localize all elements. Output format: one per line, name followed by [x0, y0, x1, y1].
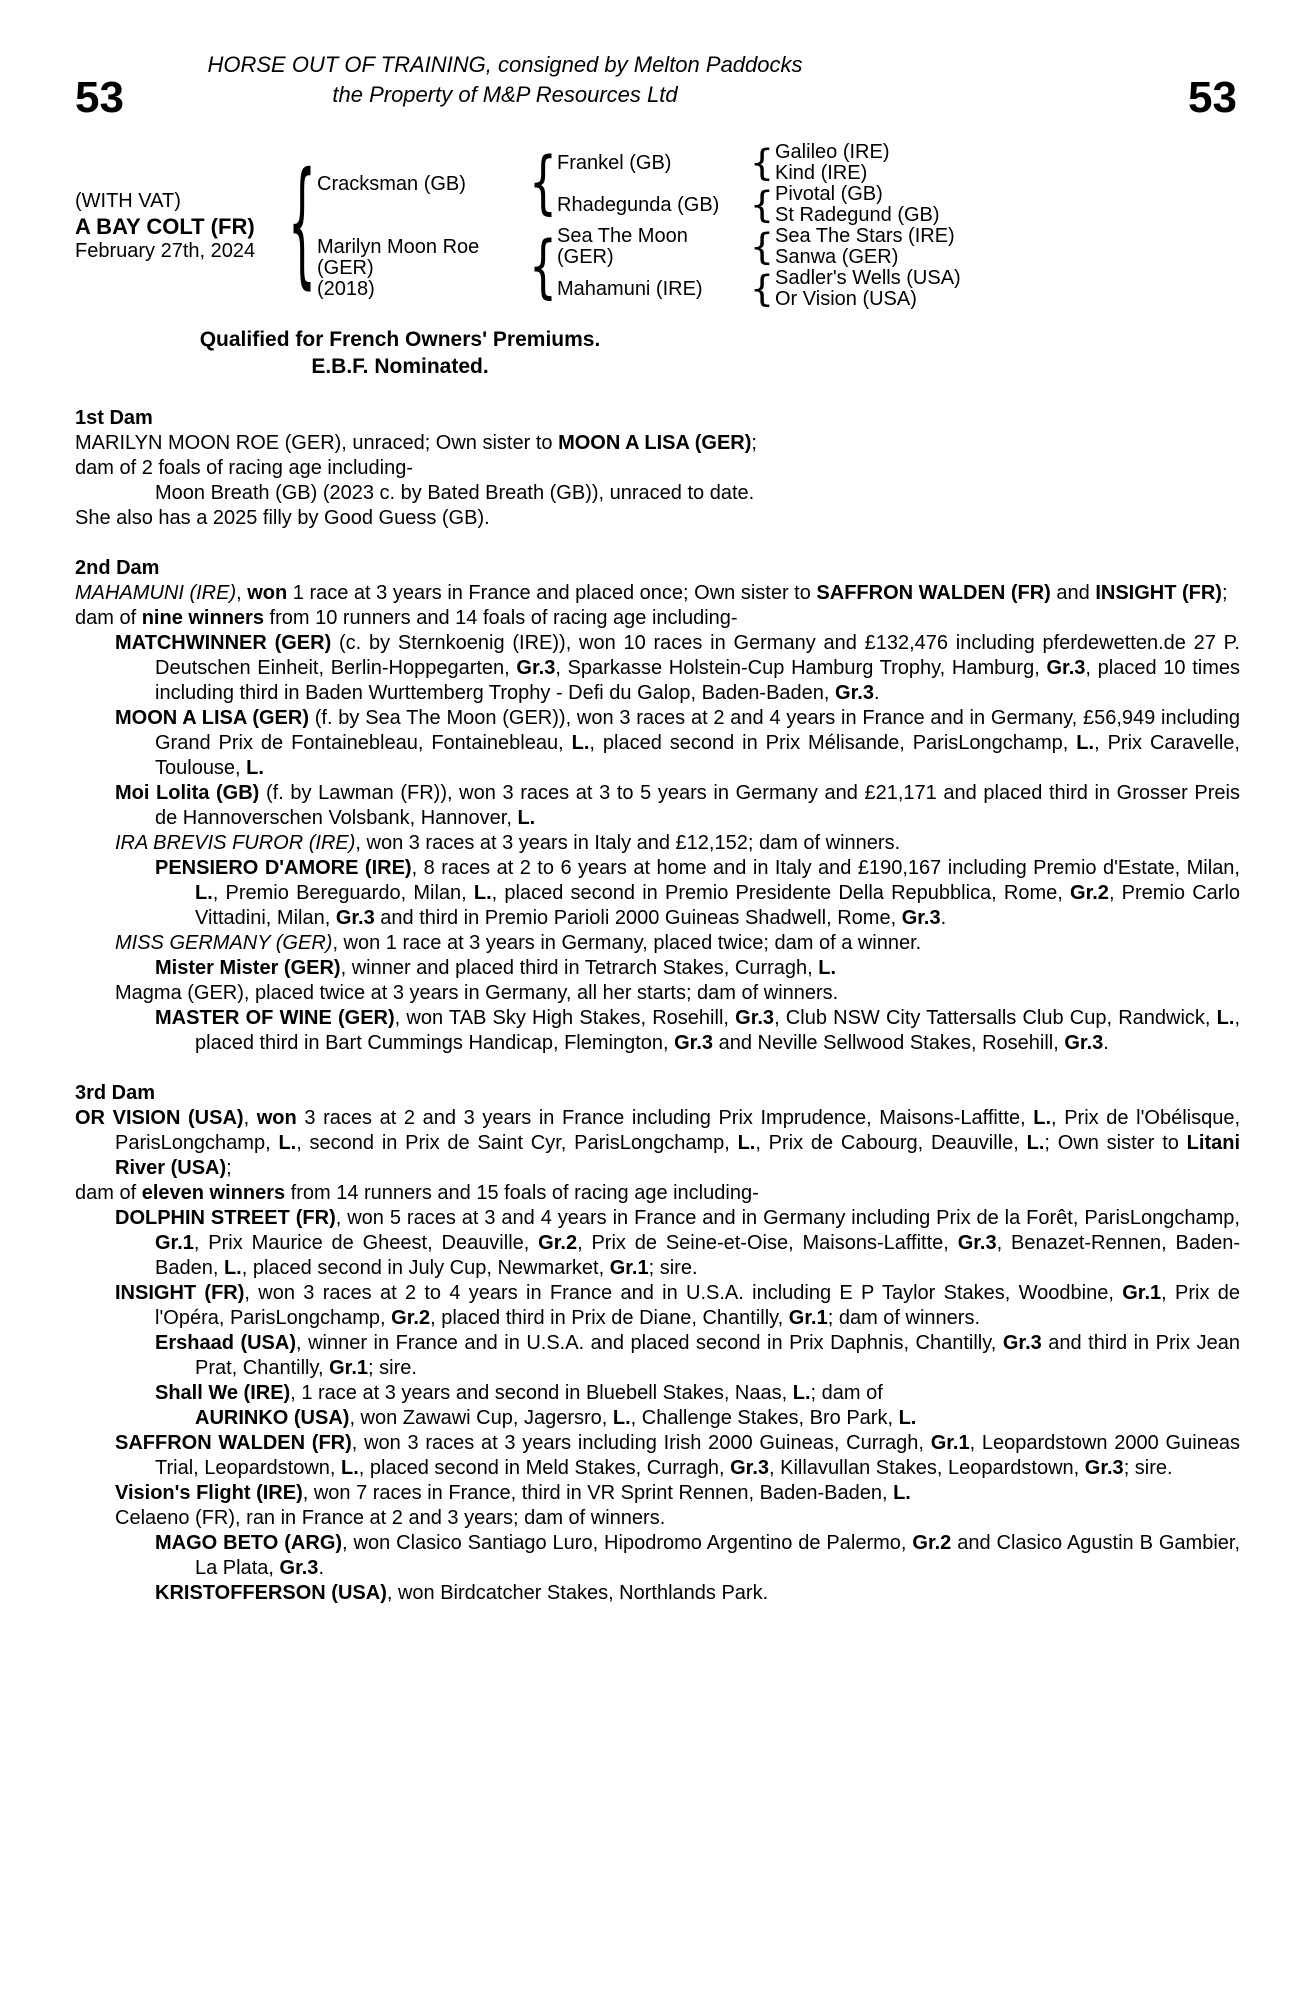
pedigree-gen3-entry: St Radegund (GB)	[775, 204, 940, 226]
pedigree-paragraph: Moon Breath (GB) (2023 c. by Bated Breath (GB)), unraced to date.	[155, 482, 755, 504]
pedigree-gen3-entry: Sadler's Wells (USA)	[775, 267, 961, 289]
pedigree-gen2-entry: Rhadegunda (GB)	[557, 193, 720, 216]
pedigree-gen2-entry: Mahamuni (IRE)	[557, 277, 703, 300]
pedigree-gen3-entry: Kind (IRE)	[775, 162, 868, 184]
pedigree-paragraph: MAGO BETO (ARG), won Clasico Santiago Luro, Hipodromo Argentino de Palermo, Gr.2 and Clasico Agustin B Gambier, La Plata, Gr.3.	[155, 1532, 1240, 1579]
pedigree-paragraph: MARILYN MOON ROE (GER), unraced; Own sister to MOON A LISA (GER);	[75, 432, 757, 454]
lot-number-right: 53	[1188, 73, 1237, 122]
pedigree-paragraph: AURINKO (USA), won Zawawi Cup, Jagersro, L., Challenge Stakes, Bro Park, L.	[195, 1407, 917, 1429]
premiums-note	[75, 326, 725, 380]
pedigree-paragraph: dam of nine winners from 10 runners and 14 foals of racing age including-	[75, 607, 738, 629]
pedigree-brace: {	[529, 143, 557, 223]
pedigree-paragraph: MOON A LISA (GER) (f. by Sea The Moon (GER)), won 3 races at 2 and 4 years in France and in Germany, £56,949 including Grand Prix de Fontainebleau, Fontainebleau, L., placed second in Prix Mélisande, ParisLongchamp, L., Prix Caravelle, Toulouse, L.	[115, 707, 1240, 779]
pedigree-brace: {	[749, 184, 775, 226]
pedigree-paragraph: IRA BREVIS FUROR (IRE), won 3 races at 3 years in Italy and £12,152; dam of winners.	[115, 832, 901, 854]
pedigree-gen3-entry: Pivotal (GB)	[775, 183, 883, 205]
pedigree-paragraph: Magma (GER), placed twice at 3 years in Germany, all her starts; dam of winners.	[115, 982, 839, 1004]
pedigree-paragraph: Ershaad (USA), winner in France and in U.S.A. and placed second in Prix Daphnis, Chantilly, Gr.3 and third in Prix Jean Prat, Chantilly, Gr.1; sire.	[155, 1332, 1241, 1379]
page-header	[75, 50, 1240, 122]
pedigree-brace: {	[529, 227, 557, 307]
pedigree-paragraph: MASTER OF WINE (GER), won TAB Sky High Stakes, Rosehill, Gr.3, Club NSW City Tattersalls Club Cup, Randwick, L., placed third in Bart Cummings Handicap, Flemington, Gr.3 and Neville Sellwood Stakes, Rosehill, Gr.3.	[155, 1007, 1240, 1054]
pedigree-paragraph: INSIGHT (FR), won 3 races at 2 to 4 years in France and in U.S.A. including E P Taylor Stakes, Woodbine, Gr.1, Prix de l'Opéra, ParisLongchamp, Gr.2, placed third in Prix de Diane, Chantilly, Gr.1; dam of winners.	[115, 1282, 1241, 1329]
lot-number-left: 53	[75, 73, 124, 122]
pedigree-brace: {	[749, 226, 775, 268]
premiums-line1: Qualified for French Owners' Premiums.	[199, 328, 601, 351]
pedigree-paragraph: MAHAMUNI (IRE), won 1 race at 3 years in France and placed once; Own sister to SAFFRON WALDEN (FR) and INSIGHT (FR);	[75, 582, 1228, 604]
pedigree-gen2-entry: Sea The Moon (GER)	[557, 225, 688, 268]
pedigree-paragraph: dam of eleven winners from 14 runners and 15 foals of racing age including-	[75, 1182, 759, 1204]
pedigree-paragraph: Shall We (IRE), 1 race at 3 years and second in Bluebell Stakes, Naas, L.; dam of	[155, 1382, 883, 1404]
pedigree-brace: {	[288, 145, 316, 304]
pedigree-paragraph: MISS GERMANY (GER), won 1 race at 3 years in Germany, placed twice; dam of a winner.	[115, 932, 922, 954]
pedigree-paragraph: KRISTOFFERSON (USA), won Birdcatcher Stakes, Northlands Park.	[155, 1582, 769, 1604]
pedigree-brace: {	[749, 268, 775, 310]
header-center	[75, 50, 935, 110]
pedigree-paragraph: SAFFRON WALDEN (FR), won 3 races at 3 years including Irish 2000 Guineas, Curragh, Gr.1, Leopardstown 2000 Guineas Trial, Leopardstown, L., placed second in Meld Stakes, Curragh, Gr.3, Killavullan Stakes, Leopardstown, Gr.3; sire.	[115, 1432, 1241, 1479]
pedigree-paragraph: OR VISION (USA), won 3 races at 2 and 3 years in France including Prix Imprudence, Maisons-Laffitte, L., Prix de l'Obélisque, ParisLongchamp, L., second in Prix de Saint Cyr, ParisLongchamp, L., Prix de Cabourg, Deauville, L.; Own sister to Litani River (USA);	[75, 1107, 1241, 1179]
pedigree-brace: {	[749, 142, 775, 184]
dam-section-heading: 1st Dam	[75, 407, 153, 429]
foal-date: February 27th, 2024	[75, 239, 256, 262]
pedigree-paragraph: Celaeno (FR), ran in France at 2 and 3 years; dam of winners.	[115, 1507, 666, 1529]
pedigree-text	[75, 406, 1240, 1606]
pedigree-paragraph: Vision's Flight (IRE), won 7 races in France, third in VR Sprint Rennen, Baden-Baden, L.	[115, 1482, 911, 1504]
pedigree-gen1-entry: Marilyn Moon Roe (GER) (2018)	[317, 235, 480, 300]
pedigree-subject	[75, 142, 287, 310]
pedigree-paragraph: PENSIERO D'AMORE (IRE), 8 races at 2 to 6 years at home and in Italy and £190,167 including Premio d'Estate, Milan, L., Premio Bereguardo, Milan, L., placed second in Premio Presidente Della Repubblica, Rome, Gr.2, Premio Carlo Vittadini, Milan, Gr.3 and third in Premio Parioli 2000 Guineas Shadwell, Rome, Gr.3.	[155, 857, 1241, 929]
pedigree-gen3-entry: Sea The Stars (IRE)	[775, 225, 955, 247]
pedigree-gen2-entry: Frankel (GB)	[557, 151, 672, 174]
pedigree-gen3-entry: Sanwa (GER)	[775, 246, 899, 268]
subject-name: A BAY COLT (FR)	[75, 213, 255, 239]
pedigree-paragraph: Mister Mister (GER), winner and placed third in Tetrarch Stakes, Curragh, L.	[155, 957, 837, 979]
pedigree-paragraph: DOLPHIN STREET (FR), won 5 races at 3 and 4 years in France and in Germany including Prix de la Forêt, ParisLongchamp, Gr.1, Prix Maurice de Gheest, Deauville, Gr.2, Prix de Seine-et-Oise, Maisons-Laffitte, Gr.3, Benazet-Rennen, Baden-Baden, L., placed second in July Cup, Newmarket, Gr.1; sire.	[115, 1207, 1240, 1279]
dam-section-heading: 3rd Dam	[75, 1082, 156, 1104]
pedigree-gen3-entry: Or Vision (USA)	[775, 288, 917, 310]
vat-note: (WITH VAT)	[75, 189, 181, 212]
pedigree-table	[75, 142, 1240, 310]
pedigree-gen3-entry: Galileo (IRE)	[775, 141, 890, 163]
property-line: the Property of M&P Resources Ltd	[332, 82, 678, 107]
pedigree-paragraph: dam of 2 foals of racing age including-	[75, 457, 413, 479]
pedigree-paragraph: She also has a 2025 filly by Good Guess (GB).	[75, 507, 490, 529]
consignor-line: HORSE OUT OF TRAINING, consigned by Melton Paddocks	[207, 52, 803, 77]
pedigree-gen1-entry: Cracksman (GB)	[317, 172, 466, 195]
dam-section-heading: 2nd Dam	[75, 557, 160, 579]
premiums-line2: E.B.F. Nominated.	[311, 355, 489, 378]
pedigree-paragraph: MATCHWINNER (GER) (c. by Sternkoenig (IRE)), won 10 races in Germany and £132,476 including pferdewetten.de 27 P. Deutschen Einheit, Berlin-Hoppegarten, Gr.3, Sparkasse Holstein-Cup Hamburg Trophy, Hamburg, Gr.3, placed 10 times including third in Baden Wurttemberg Trophy - Defi du Galop, Baden-Baden, Gr.3.	[115, 632, 1240, 704]
pedigree-paragraph: Moi Lolita (GB) (f. by Lawman (FR)), won 3 races at 3 to 5 years in Germany and £21,171 and placed third in Grosser Preis de Hannoverschen Volsbank, Hannover, L.	[115, 782, 1240, 829]
